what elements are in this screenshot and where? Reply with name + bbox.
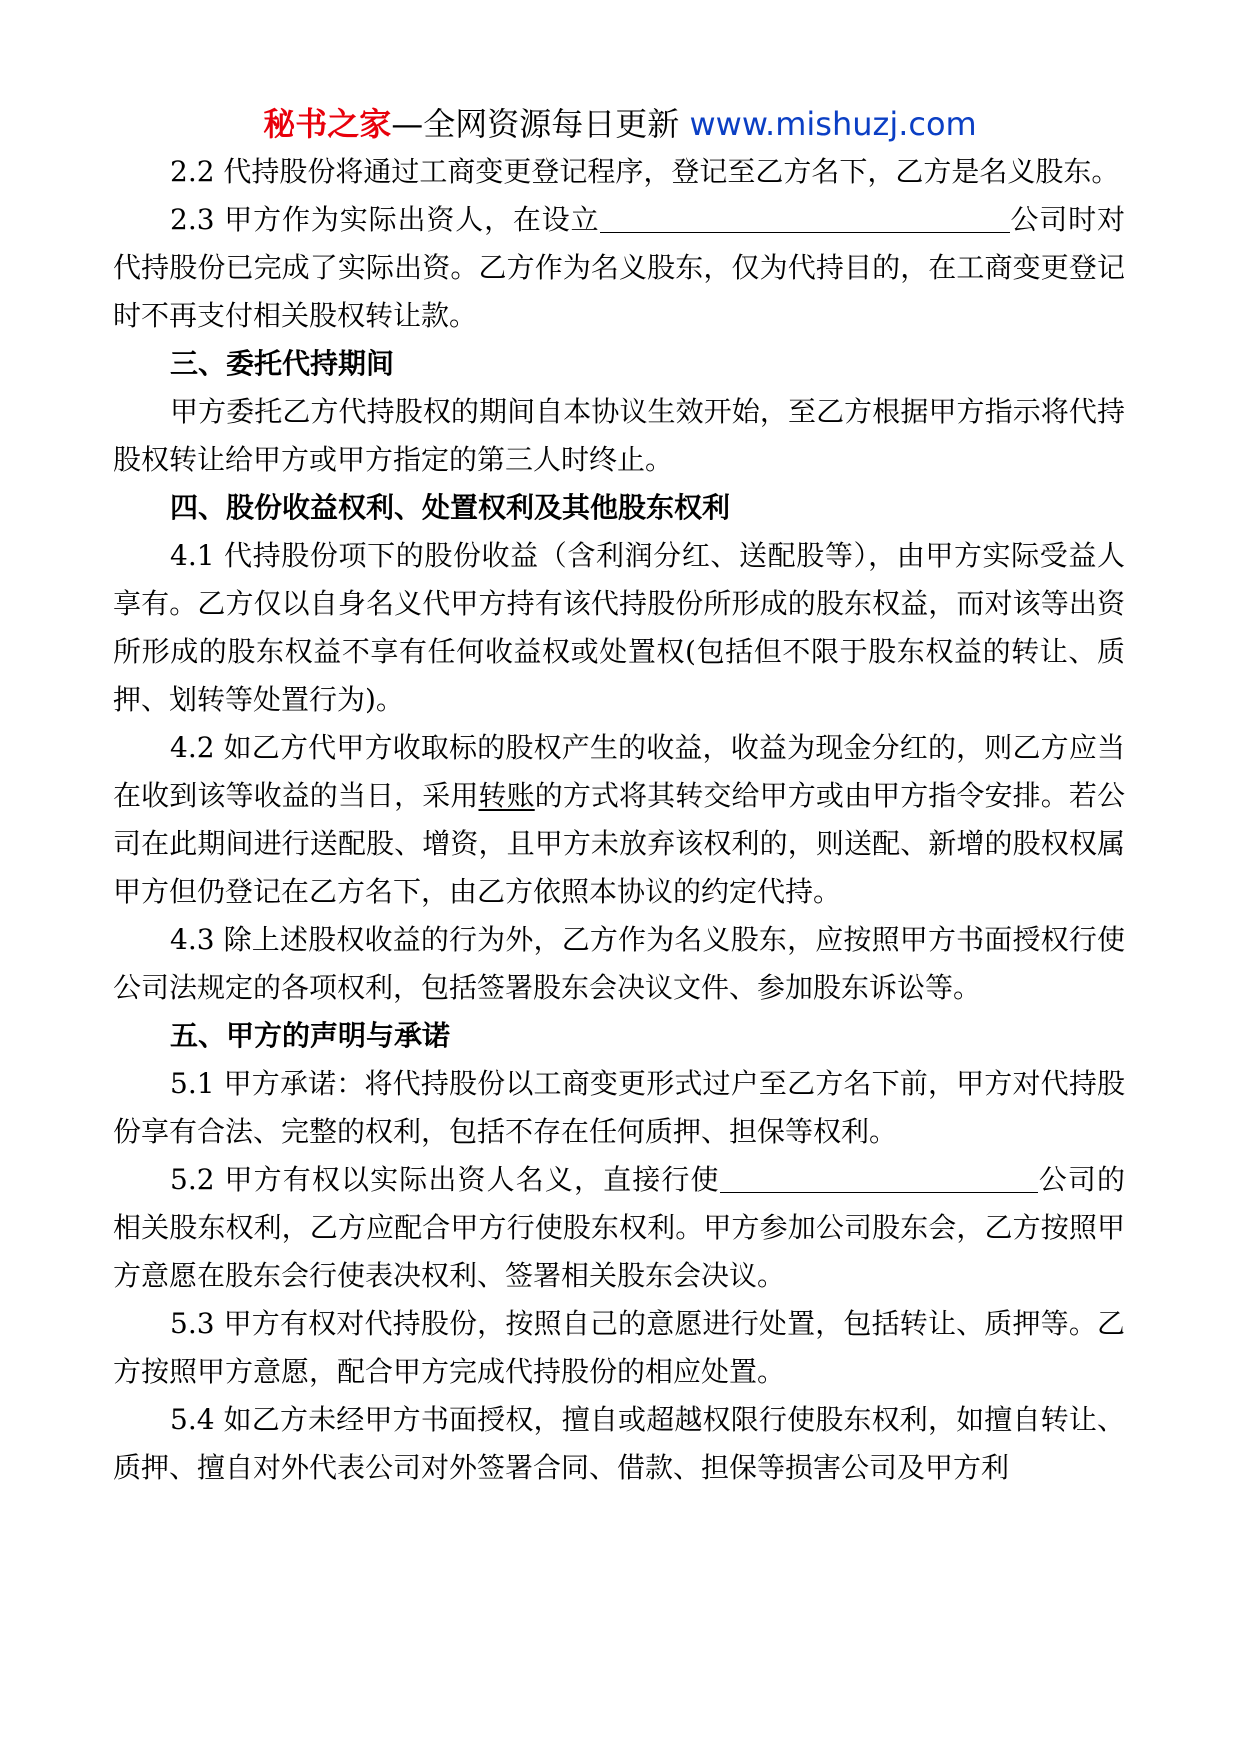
header-slogan: —全网资源每日更新 [391,105,690,143]
transfer-term-underlined: 转账 [478,779,535,812]
brand-name: 秘书之家 [263,105,392,143]
clause-5-2-rest: 公司的相关股东权利，乙方应配合甲方行使股东权利。甲方参加公司股东会，乙方按照甲方意愿在股东会行使表决权利、签署相关股东会决议。 [113,1163,1125,1292]
section-heading-5: 五、甲方的声明与承诺 [170,1019,451,1052]
site-url-link[interactable]: www.mishuzj.com [689,105,977,143]
clause-4-1: 4.1 代持股份项下的股份收益（含利润分红、送配股等），由甲方实际受益人享有。乙方仅以自身名义代甲方持有该代持股份所形成的股东权益，而对该等出资所形成的股东权益不享有任何收益权或处置权(包括但不限于股东权益的转让、质押、划转等处置行为)。 [113,539,1125,716]
clause-5-1: 5.1 甲方承诺：将代持股份以工商变更形式过户至乙方名下前，甲方对代持股份享有合法、完整的权利，包括不存在任何质押、担保等权利。 [113,1067,1125,1148]
company-name-blank[interactable] [600,202,1010,233]
section-heading-3: 三、委托代持期间 [170,347,395,380]
clause-2-2: 2.2 代持股份将通过工商变更登记程序，登记至乙方名下，乙方是名义股东。 [170,155,1120,188]
clause-4-2-rest: 的方式将其转交给甲方或由甲方指令安排。若公司在此期间进行送配股、增资，且甲方未放弃该权利的，则送配、新增的股权权属甲方但仍登记在乙方名下，由乙方依照本协议的约定代持。 [113,779,1125,908]
clause-3: 甲方委托乙方代持股权的期间自本协议生效开始，至乙方根据甲方指示将代持股权转让给甲方或甲方指定的第三人时终止。 [113,395,1125,476]
clause-4-2-start: 4.2 如乙方代甲方收取标的股权产生的收益，收益为现金分红的，则乙方应当在收到该等收益的当日，采用 [113,731,1125,812]
clause-5-2 [113,1156,1125,1300]
clause-2-3-rest: 公司时对代持股份已完成了实际出资。乙方作为名义股东，仅为代持目的，在工商变更登记时不再支付相关股权转让款。 [113,203,1125,332]
clause-2-3-start: 2.3 甲方作为实际出资人，在设立 [170,203,600,236]
document-body [113,148,1125,1492]
section-heading-4: 四、股份收益权利、处置权利及其他股东权利 [170,491,731,524]
clause-5-2-start: 5.2 甲方有权以实际出资人名义，直接行使 [170,1163,720,1196]
clause-4-3: 4.3 除上述股权收益的行为外，乙方作为名义股东，应按照甲方书面授权行使公司法规定的各项权利，包括签署股东会决议文件、参加股东诉讼等。 [113,923,1125,1004]
clause-4-2 [113,724,1125,916]
clause-5-4: 5.4 如乙方未经甲方书面授权，擅自或超越权限行使股东权利，如擅自转让、质押、擅自对外代表公司对外签署合同、借款、担保等损害公司及甲方利 [113,1403,1125,1484]
clause-5-3: 5.3 甲方有权对代持股份，按照自己的意愿进行处置，包括转让、质押等。乙方按照甲方意愿，配合甲方完成代持股份的相应处置。 [113,1307,1125,1388]
watermark-header [0,102,1240,146]
company-name-blank-2[interactable] [720,1162,1038,1193]
clause-2-3 [113,196,1125,340]
